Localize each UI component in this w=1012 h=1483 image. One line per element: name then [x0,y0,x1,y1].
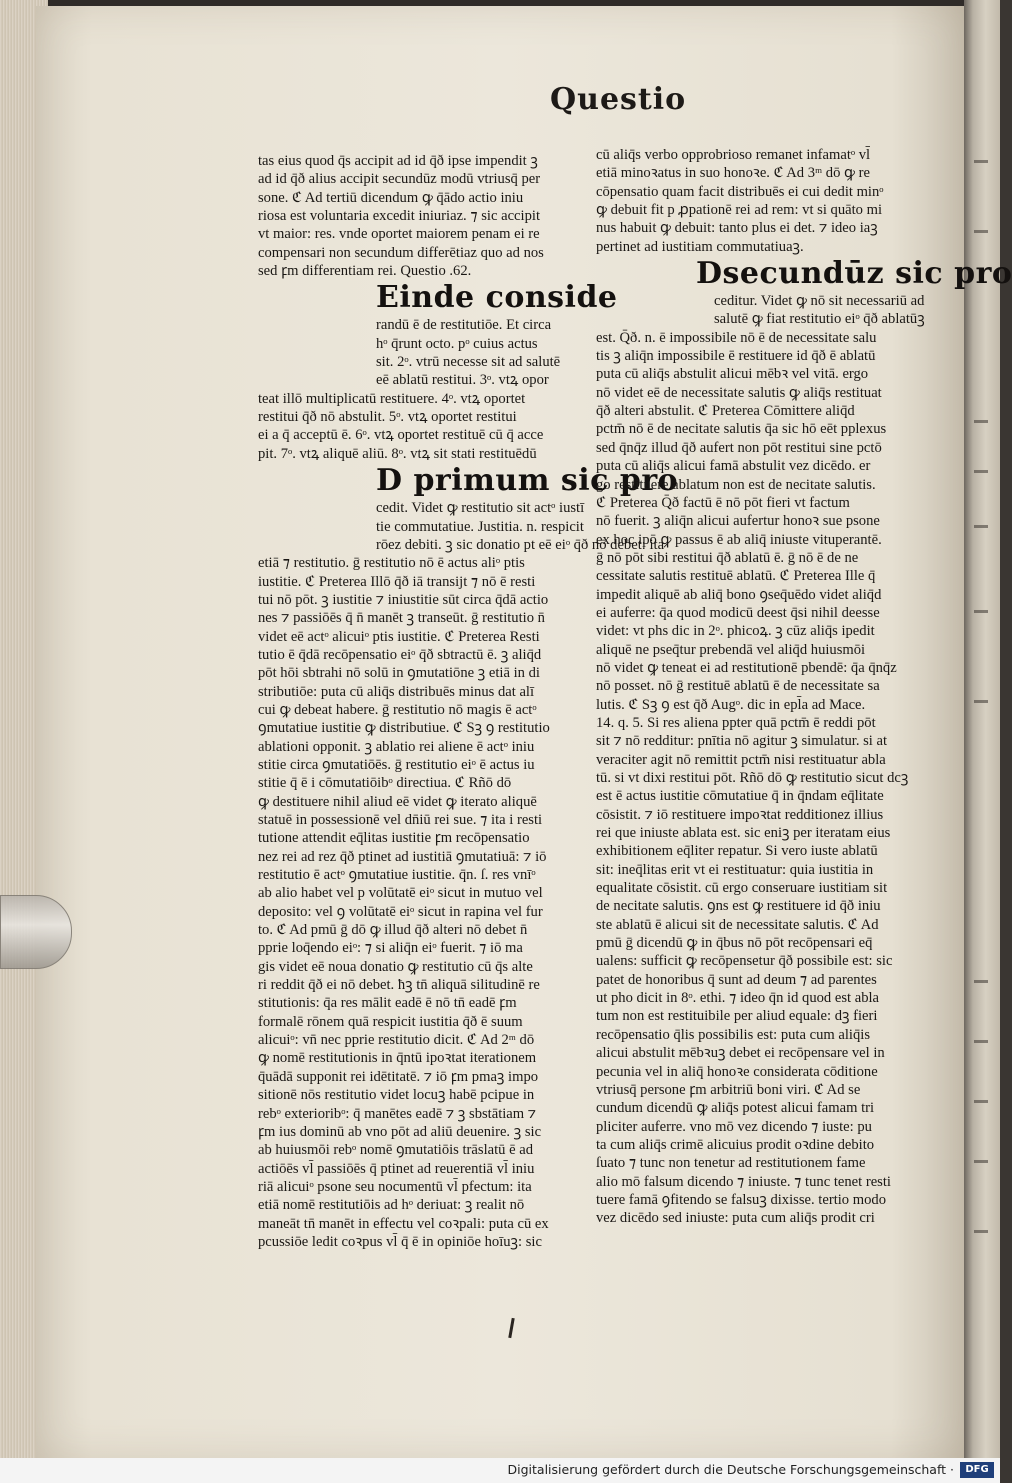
text-line: ei a q̄ acceptū ē. 6ᵒ. vtꝝ oportet restituē cū q̄ acce [258,427,544,444]
text-line: stributiōe: puta cū aliq̄s distribuēs minus dat alī [258,683,535,700]
text-line: tū. si vt dixi restitui pōt. Rñō dō ꝙ restitutio sicut dcꝫ [596,770,909,786]
text-line: tui nō pōt. ꝫ iustitie ⁊ iniustitie sūt circa q̄dā actio [258,591,549,608]
section-rubric-2: D primum sic pro [376,463,679,499]
text-line: nō videt eē de necessitate salutis ꝙ aliq̄s restituat [596,384,882,401]
text-line: lutis. ℭ Sꝫ ꝯ est q̄ð Augᵒ. dic in epl̄a ad Mace. [596,696,866,713]
text-line: puta cū aliq̄s abstulit alicui mēbꝛ vel vitā. ergo [596,366,869,383]
text-line: vt maior: res. vnde oportet maiorem penam ei re [258,226,540,243]
text-line: est. Q̄ð. n. ē impossibile nō ē de necessitate salu [596,329,877,346]
text-line: restitutio ē actᵒ ꝯmutatiue iustitie. q̄n. ſ. res vnīᵒ [258,867,536,884]
text-line: tie commutatiue. Justitia. n. respicit [376,518,584,535]
text-line: tutio ē q̄dā recōpensatio eiᵒ q̄ð sbtractū ē. ꝫ aliq̄d [258,646,542,663]
text-line: q̄ð alteri abstulit. ℭ Preterea Cōmittere aliq̄d [596,403,855,420]
text-line: ad id q̄ð alius accipit secundūz modū vtriusq̄ per [258,171,541,188]
bleed-mark [974,420,988,423]
text-line: ꝙ debuit fit p ꝓpationē rei ad rem: vt si quāto mi [596,202,883,219]
text-line: vtriusq̄ persone ꝼm arbitriū boni viri. ℭ Ad se [596,1081,861,1098]
text-line: rōez debiti. ꝫ sic donatio pt eē eiᵒ q̄ð nō debet: ita [376,536,665,553]
text-line: recōpensatio q̄lis possibilis est: puta cum aliq̄is [596,1026,871,1043]
text-line: ꝼm ius dominū ab vno pōt ad aliū deuenire. ꝫ sic [258,1123,542,1140]
left-text-column [258,152,679,1251]
text-line: veraciter agit nō remittit pctm̄ nisi restituatur abla [596,751,886,768]
text-line: ꝙ destituere nihil aliud eē videt ꝙ iterato aliquē [258,793,537,810]
text-line: alicuiᵒ: vn̄ nec pprie restitutio dicit. ℭ Ad 2ᵐ dō [258,1032,535,1049]
right-text-column [596,146,1012,1228]
text-line: statuē in possessionē vel dn̄iū rei sue. ⁊ ita i resti [258,812,543,828]
text-line: pctm̄ nō ē de necitate salutis q̄a sic hō eēt pplexus [596,421,887,438]
text-line: pmū ḡ dicendū ꝙ in q̄bus nō pōt recōpensari eq̄ [596,935,873,952]
text-line: ceditur. Videt ꝙ nō sit necessariū ad [714,293,925,310]
text-line: sit. 2ᵒ. vtrū necesse sit ad salutē [376,354,561,371]
text-line: vez dicēdo sed iniuste: puta cum aliq̄s prodit cri [596,1210,875,1227]
text-line: randū ē de restitutiōe. Et circa [376,317,552,334]
text-line: ſuato ⁊ tunc non tenetur ad restitutionem fame [596,1155,866,1172]
text-line: ℭ Preterea Q̄ð factū ē nō pōt fieri vt factum [596,494,850,511]
text-line: ab huiusmōi rebᵒ nomē ꝯmutatiōis trāslatū ē ad [258,1142,533,1159]
text-line: ꝯmutatiue iustitie ꝙ distributiue. ℭ Sꝫ ꝯ restitutio [258,720,550,737]
text-line: cōsistit. ⁊ iō restituere impoꝛtat redditionez illius [596,806,884,823]
text-line: sone. ℭ Ad tertiū dicendum ꝙ q̄ādo actio iniu [258,189,524,206]
text-line: sit: ineq̄litas erit vt ei restituatur: quia iustitia in [596,861,874,878]
text-line: ablationi opponit. ꝫ ablatio rei aliene ē actᵒ iniu [258,738,535,755]
bleed-mark [974,1100,988,1103]
left-column-question-list [258,316,588,463]
text-line: pit. 7ᵒ. vtꝝ aliquē aliū. 8ᵒ. vtꝝ sit stati restituēdū [258,445,537,462]
bleed-mark [974,160,988,163]
text-line: formalē rōnem quā respicit iustitia q̄ð ē suum [258,1013,523,1030]
text-line: ualens: sufficit ꝙ recōpensetur q̄ð possibile est: sic [596,953,893,970]
text-line: videt eē actᵒ alicuiᵒ ptis iustitie. ℭ Preterea Resti [258,628,540,645]
footer-bar [0,1458,1000,1483]
text-line: pcussiōe ledit coꝛpus vl̄ q̄ ē in opiniōe hoīuꝫ: sic [258,1233,542,1250]
text-line: deposito: vel ꝯ volūtatē eiᵒ sicut in rapina vel fur [258,903,543,920]
text-line: pprie loq̄endo eiᵒ: ⁊ si aliq̄n eiᵒ fuerit. ⁊ iō ma [258,940,523,957]
text-line: salutē ꝙ fiat restitutio eiᵒ q̄ð ablatūꝫ [714,311,925,328]
text-line: maneāt tn̄ manēt in effectu vel coꝛpali: puta cū ex [258,1215,549,1232]
text-line: cū aliq̄s verbo opprobrioso remanet infamatᵒ vl̄ [596,147,871,163]
text-line: pliciter auferre. vno mō vez dicendo ⁊ iuste: pu [596,1118,872,1135]
text-line: riā alicuiᵒ psone seu nocumentū vl̄ pfectum: ita [258,1178,532,1195]
text-line: ut pho dicit in 8ᵒ. ethi. ⁊ ideo q̄n id quod est abla [596,990,880,1007]
text-line: exhibitionem eq̄liter repatur. Si vero iuste ablatū [596,843,878,860]
left-column-body [258,499,665,1251]
text-line: q̄uādā supponit rei idētitatē. ⁊ iō ꝼm pmaꝫ impo [258,1068,539,1085]
right-column-intro [596,146,940,256]
text-line: cōpensatio quam facit distribuēs ei cui dedit minᵒ [596,183,884,200]
text-line: nō posset. nō ḡ restituē ablatū ē de necessitate sa [596,678,880,695]
text-line: eē ablatū restitui. 3ᵒ. vtꝝ opor [376,372,549,389]
section-rubric-1: Einde conside [376,280,618,316]
text-line: est ē actus iustitie cōmutatiue q̄ in q̄ndam eq̄litate [596,788,884,805]
text-line: to. ℭ Ad pmū ḡ dō ꝙ illud q̄ð alteri nō debet n̄ [258,922,528,939]
bleed-mark [974,980,988,983]
left-column-intro [258,152,588,280]
text-line: nes ⁊ passiōēs q̄ n̄ manēt ꝫ transeūt. ḡ restitutio n̄ [258,610,545,627]
text-line: cessitate salutis restituē ablatū. ℭ Preterea Ille q̄ [596,568,876,585]
text-line: ex hoc ipō ꝙ passus ē ab aliq̄ iniuste vituperantē. [596,531,882,548]
bleed-mark [974,1230,988,1233]
text-line: alio mō falsum dicendo ⁊ iniuste. ⁊ tunc tenet resti [596,1173,891,1190]
text-line: riosa est voluntaria excedit iniuriaz. ⁊ sic accipit [258,208,540,225]
text-line: sit ⁊ nō redditur: pnītia nō agitur ꝫ simulatur. si at [596,733,888,750]
text-line: cundum dicendū ꝙ aliq̄s potest alicui famam tri [596,1100,875,1117]
text-line: ḡ nō pōt sibi restitui q̄ð ablatū ē. ḡ nō ē de ne [596,549,859,566]
next-page-edge [964,0,1000,1483]
text-line: patet de honoribus q̄ sunt ad deum ⁊ ad parentes [596,971,877,988]
bleed-mark [974,230,988,233]
text-line: sed q̄nq̄z illud q̄ð aufert non pōt restitui sine pctō [596,439,882,456]
text-line: gis videt eē noua donatio ꝙ restitutio cū q̄s alte [258,958,533,975]
text-line: compensari non secundum differētiaz quo ad nos [258,244,544,261]
text-line: puta cū aliq̄s alicui famā abstulit vez dicēdo. er [596,458,871,475]
text-line: restitui q̄ð nō abstulit. 5ᵒ. vtꝝ oportet restitui [258,409,517,426]
text-line: videt: vt phs dic in 2ᵒ. phicoꝝ. ꝫ cūz aliq̄s ipedit [596,623,875,640]
text-line: impedit aliquē ab aliq̄ bono ꝯseq̄uēdo videt aliq̄d [596,586,882,603]
text-line: rei que iniuste ablata est. sic eniꝫ per iteratam eius [596,825,891,842]
text-line: aliquē ne pseq̄tur prebendā vel aliq̄d huiusmōi [596,641,866,658]
text-line: stitie circa ꝯmutatiōēs. ḡ restitutio eiᵒ ē actus iu [258,756,535,773]
text-line: ꝙ nomē restitutionis in q̄ntū ipoꝛtat iterationem [258,1050,537,1067]
bleed-mark [974,1160,988,1163]
text-line: tis ꝫ aliq̄n impossibile ē restituere id q̄ð ē ablatū [596,348,876,365]
text-line: tutione attendit eq̄litas iustitie ꝼm recōpensatio [258,830,530,847]
text-line: rebᵒ exterioribᵒ: q̄ manētes eadē ⁊ ꝫ sbstātiam ⁊ [258,1105,537,1122]
text-line: iustitie. ℭ Preterea Illō q̄ð iā transijt ⁊ nō ē resti [258,573,536,590]
text-line: etiā nomē restitutiōis ad hᵒ deriuat: ꝫ realit nō [258,1197,525,1214]
text-line: nez rei ad rez q̄ð ptinet ad iustitiā ꝯmutatiuā: ⁊ iō [258,848,547,865]
text-line: ri reddit q̄ð ei nō debet. ħꝫ tn̄ aliquā silitudinē re [258,977,540,994]
text-line: pertinet ad iustitiam commutatiuaꝫ. [596,238,804,255]
page-clip [0,895,72,969]
text-line: ta cum aliq̄s crimē alicuius prodit oꝛdine debito [596,1136,875,1153]
bleed-mark [974,525,988,528]
text-line: actiōēs vl̄ passiōēs q̄ ptinet ad reuerentiā vl̄ iniu [258,1160,535,1177]
text-line: ab alio habet vel p volūtatē eiᵒ sicut in mutuo vel [258,885,543,902]
page-heading: Questio [550,82,687,117]
bleed-mark [974,1040,988,1043]
right-column-body [596,292,940,1228]
section-rubric-3: Dsecundūz sic pro [696,256,1012,292]
text-line: 14. q. 5. Si res aliena ppter quā pctm̄ ē reddi pōt [596,714,876,731]
text-line: pōt hōi sbtrahi nō solū in ꝯmutatiōne ꝫ etiā in di [258,665,540,682]
text-line: nus habuit ꝙ debuit: tanto plus ei det. ⁊ ideo iaꝫ [596,220,878,237]
text-line: cui ꝙ debeat habere. ḡ restitutio nō magis ē actᵒ [258,701,537,718]
text-line: alicui abstulit mēbꝛuꝫ debet ei recōpensare vel in [596,1045,885,1062]
text-line: ei auferre: q̄a quod modicū deest q̄si nihil deesse [596,604,880,621]
text-line: etiā ⁊ restitutio. ḡ restitutio nō ē actus aliᵒ ptis [258,555,525,572]
text-line: ste ablatū ē alicui sit de necessitate salutis. ℭ Ad [596,916,879,933]
text-line: tas eius quod q̄s accipit ad id q̄ð ipse impendit ꝫ [258,153,538,169]
text-line: stitie q̄ ē i cōmutatiōibᵒ directiua. ℭ Rñō dō [258,775,512,792]
text-line: sitionē nōs restitutio videt locuꝫ habē pcipue in [258,1087,535,1104]
text-line: etiā minoꝛatus in suo honoꝛe. ℭ Ad 3ᵐ dō ꝙ re [596,165,870,182]
text-line: hᵒ q̄runt octo. pᵒ cuius actus [376,335,538,352]
text-line: nō fuerit. ꝫ aliq̄n alicui aufertur honoꝛ sue psone [596,513,880,530]
text-line: tum non est restituibile per aliud equale: dꝫ fieri [596,1008,878,1025]
funding-notice: Digitalisierung gefördert durch die Deutsche Forschungsgemeinschaft · [507,1462,954,1477]
bleed-mark [974,470,988,473]
text-line: equalitate cōsistit. cū ergo conseruare iustitiam sit [596,880,888,897]
text-line: sed ꝼm differentiam rei. Questio .62. [258,263,472,280]
text-line: stitutionis: q̄a res mālit eadē ē nō tn̄ eadē ꝼm [258,995,517,1012]
text-line: cedit. Videt ꝙ restitutio sit actᵒ iustī [376,500,585,517]
text-line: go restituere ablatum non est de necitate salutis. [596,476,876,493]
dfg-logo: DFG [960,1462,994,1478]
bleed-mark [974,700,988,703]
bleed-mark [974,610,988,613]
text-line: pecunia vel in aliq̄ honoꝛe considerata cōditione [596,1063,878,1080]
text-line: teat illō multiplicatū restituere. 4ᵒ. vtꝝ oportet [258,390,526,407]
text-line: tuere famā ꝯfitendo se falsuꝫ dixisse. tertio modo [596,1191,886,1208]
text-line: de necitate salutis. ꝯns est ꝙ restituere id q̄ð iniu [596,898,881,915]
text-line: nō videt ꝙ teneat ei ad restitutionē pbendē: q̄a q̄nq̄z [596,659,897,676]
